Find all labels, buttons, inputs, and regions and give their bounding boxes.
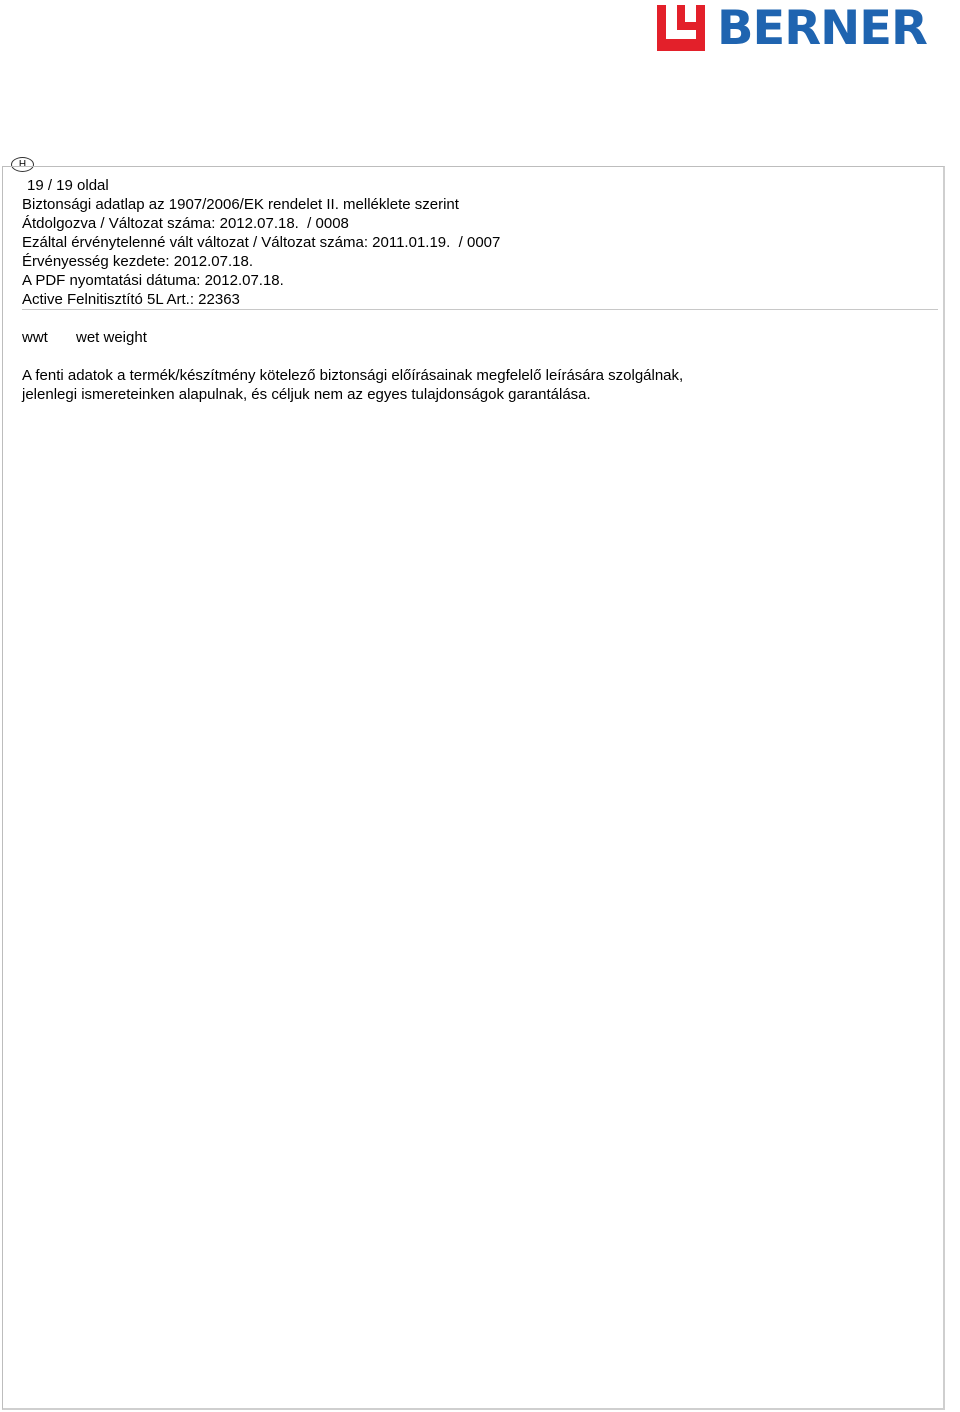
abbreviation-row — [22, 328, 147, 347]
sds-header — [22, 176, 500, 309]
print-date-line: A PDF nyomtatási dátuma: 2012.07.18. — [22, 272, 284, 289]
regulation-line: Biztonsági adatlap az 1907/2006/EK rendelet II. melléklete szerint — [22, 196, 459, 213]
page-frame — [2, 166, 945, 1410]
header-divider — [22, 309, 938, 310]
disclaimer-line-1: A fenti adatok a termék/készítmény kötelező biztonsági előírásainak megfelelő leírására szolgálnak, — [22, 367, 684, 384]
revision-line: Átdolgozva / Változat száma: 2012.07.18. / 0008 — [22, 215, 349, 232]
country-badge: H — [11, 157, 34, 172]
abbreviation-value: wet weight — [76, 329, 147, 346]
superseded-version-line: Ezáltal érvénytelenné vált változat / Változat száma: 2011.01.19. / 0007 — [22, 234, 501, 251]
berner-logo-mark-icon — [657, 5, 705, 51]
disclaimer-line-2: jelenlegi ismereteinken alapulnak, és céljuk nem az egyes tulajdonságok garantálása. — [22, 386, 591, 403]
disclaimer-note — [22, 366, 922, 404]
product-line: Active Felnitisztító 5L Art.: 22363 — [22, 291, 240, 308]
berner-logo — [657, 0, 927, 56]
berner-logo-text: BERNER — [717, 0, 927, 56]
abbreviation-key: wwt — [22, 329, 48, 346]
valid-from-line: Érvényesség kezdete: 2012.07.18. — [22, 253, 253, 270]
page-number: 19 / 19 oldal — [27, 177, 109, 194]
